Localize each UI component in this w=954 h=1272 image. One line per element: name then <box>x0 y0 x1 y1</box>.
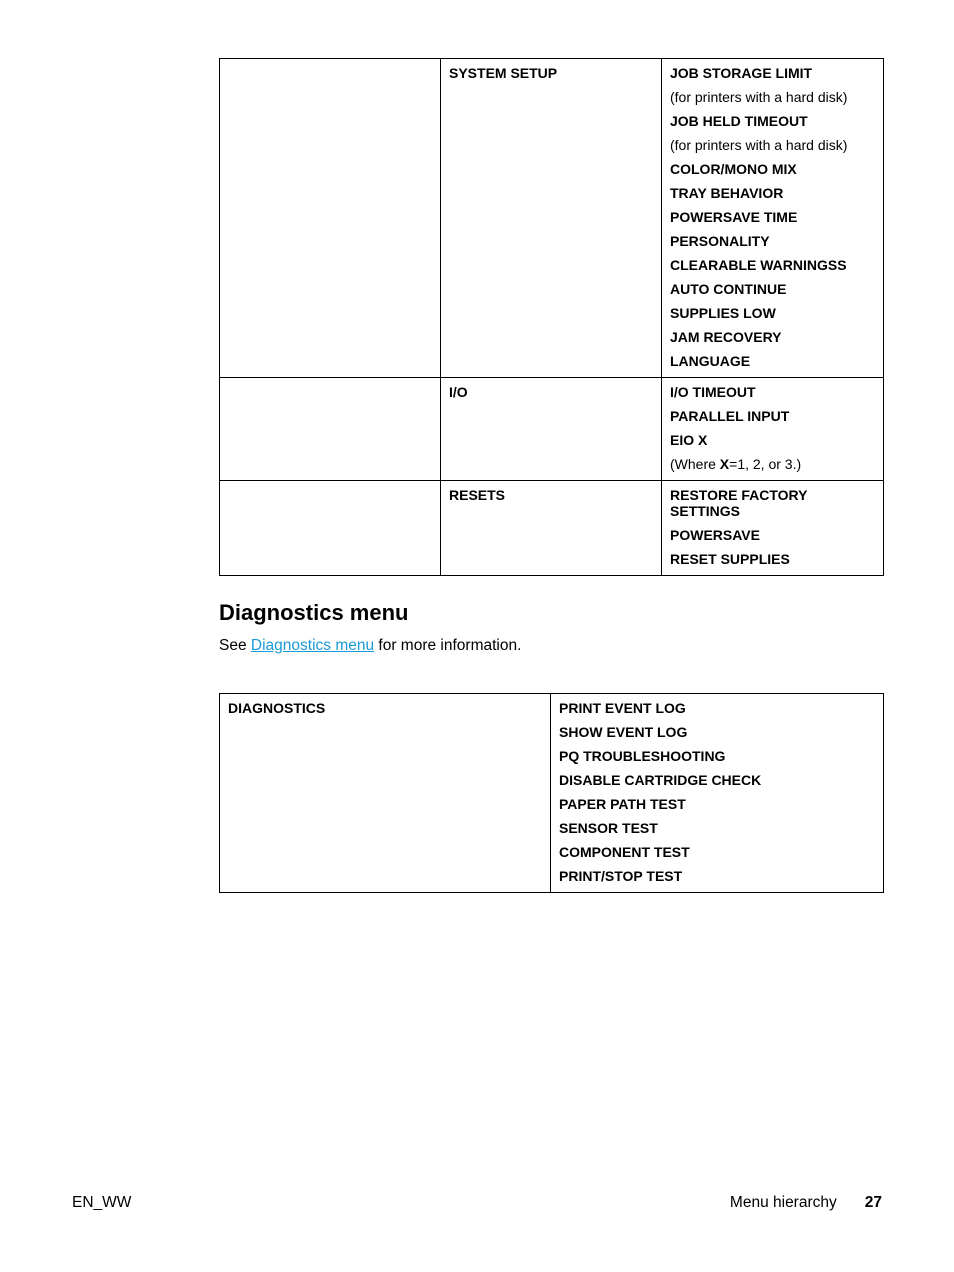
page-number: 27 <box>864 1194 882 1211</box>
menu-items-cell <box>551 694 884 893</box>
footer-section-title: Menu hierarchy <box>729 1194 837 1211</box>
footer-locale: EN_WW <box>72 1194 132 1211</box>
menu-items-cell <box>662 59 884 378</box>
menu-item: PERSONALITY <box>670 233 770 249</box>
see-also-text <box>219 637 521 655</box>
menu-item: COMPONENT TEST <box>559 844 690 860</box>
diagnostics-menu-link[interactable]: Diagnostics menu <box>250 637 375 654</box>
menu-items-cell <box>662 481 884 576</box>
menu-item: CLEARABLE WARNINGSS <box>670 257 847 273</box>
menu-item: PRINT EVENT LOG <box>559 700 686 716</box>
note-prefix: (Where <box>670 456 720 472</box>
table-row <box>220 378 884 481</box>
table-cell <box>220 59 441 378</box>
diagnostics-menu-table <box>219 693 884 893</box>
note-variable: X <box>719 456 730 472</box>
menu-item: JAM RECOVERY <box>670 329 782 345</box>
menu-item: EIO X <box>670 432 708 448</box>
menu-name-label: DIAGNOSTICS <box>228 700 326 716</box>
submenu-name <box>441 59 662 378</box>
see-prefix: See <box>219 637 251 654</box>
menu-item: POWERSAVE <box>670 527 760 543</box>
submenu-label: SYSTEM SETUP <box>449 65 558 81</box>
menu-item: LANGUAGE <box>670 353 751 369</box>
menu-item: PQ TROUBLESHOOTING <box>559 748 726 764</box>
menu-items-cell <box>662 378 884 481</box>
menu-item-note <box>670 456 875 472</box>
menu-item: COLOR/MONO MIX <box>670 161 797 177</box>
table-cell <box>220 378 441 481</box>
submenu-name <box>441 481 662 576</box>
footer-right <box>730 1194 882 1212</box>
menu-item: SUPPLIES LOW <box>670 305 776 321</box>
menu-item: I/O TIMEOUT <box>670 384 756 400</box>
submenu-label: RESETS <box>449 487 506 503</box>
menu-item: JOB HELD TIMEOUT <box>670 113 808 129</box>
menu-item: RESTORE FACTORY SETTINGS <box>670 487 808 519</box>
menu-item: TRAY BEHAVIOR <box>670 185 784 201</box>
menu-item-note: (for printers with a hard disk) <box>670 89 848 105</box>
table-row <box>220 59 884 378</box>
menu-item: AUTO CONTINUE <box>670 281 787 297</box>
table-row <box>220 481 884 576</box>
menu-item: SHOW EVENT LOG <box>559 724 688 740</box>
menu-item: PRINT/STOP TEST <box>559 868 683 884</box>
menu-item: JOB STORAGE LIMIT <box>670 65 813 81</box>
see-suffix: for more information. <box>374 637 522 654</box>
menu-item: RESET SUPPLIES <box>670 551 790 567</box>
submenu-label: I/O <box>449 384 468 400</box>
submenu-name <box>441 378 662 481</box>
table-row <box>220 694 884 893</box>
menu-item: POWERSAVE TIME <box>670 209 798 225</box>
menu-item: PARALLEL INPUT <box>670 408 790 424</box>
section-heading: Diagnostics menu <box>219 600 409 625</box>
menu-item: SENSOR TEST <box>559 820 658 836</box>
menu-item: PAPER PATH TEST <box>559 796 686 812</box>
table-cell <box>220 481 441 576</box>
menu-name <box>220 694 551 893</box>
menu-item-note: (for printers with a hard disk) <box>670 137 848 153</box>
menu-item: DISABLE CARTRIDGE CHECK <box>559 772 762 788</box>
menu-table-continued <box>219 58 884 576</box>
note-suffix: =1, 2, or 3.) <box>729 456 802 472</box>
